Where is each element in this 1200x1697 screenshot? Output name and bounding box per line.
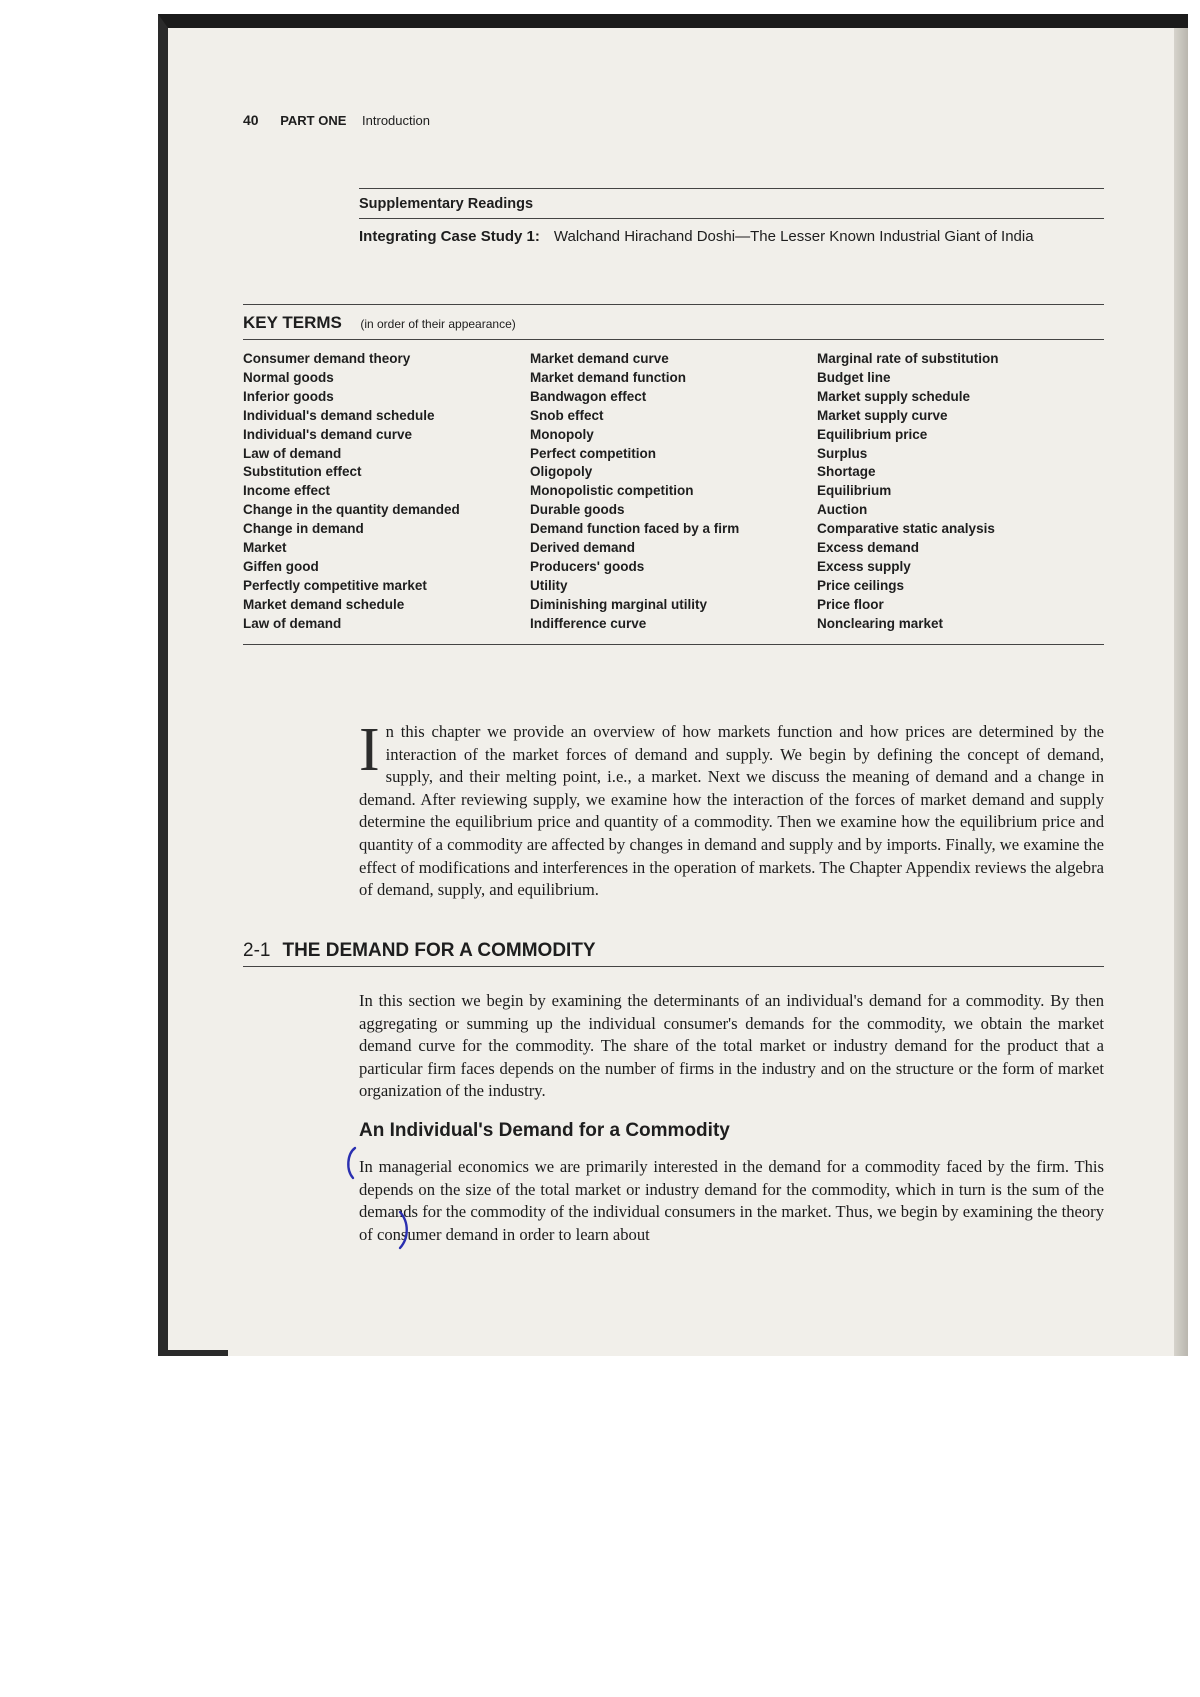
- intro-text: n this chapter we provide an overview of how markets function and how prices are determined by the interaction of the market forces of demand and supply. We begin by defining the concept of demand, supply, and their melting point, i.e., a market. Next we discuss the meaning of demand and a change in demand. After reviewing supply, we examine how the interaction of the forces of market demand and supply determine the equilibrium price and quantity of a commodity. Then we examine how the equilibrium price and quantity of a commodity are affected by changes in demand and supply and by imports. Finally, we examine the effect of modifications and interferences in the operation of markets. The Chapter Appendix reviews the algebra of demand, supply, and equilibrium.: [359, 722, 1104, 900]
- key-term: Monopolistic competition: [530, 483, 694, 499]
- key-term: Market demand curve: [530, 351, 669, 366]
- key-term: Snob effect: [530, 407, 604, 423]
- key-term: Change in the quantity demanded: [243, 502, 460, 518]
- subsection-heading: An Individual's Demand for a Commodity: [359, 1120, 730, 1141]
- key-term: Law of demand: [243, 615, 342, 631]
- key-term: Normal goods: [243, 369, 334, 385]
- key-term: Monopoly: [530, 426, 594, 442]
- key-term: Surplus: [817, 445, 868, 461]
- key-term: Individual's demand schedule: [243, 407, 435, 423]
- key-term: Bandwagon effect: [530, 388, 647, 404]
- case-study-line: [359, 219, 1104, 246]
- key-term: Individual's demand curve: [243, 426, 413, 442]
- section-number: 2-1: [243, 940, 271, 961]
- key-terms-column-2: [530, 350, 817, 634]
- key-term: Shortage: [817, 464, 876, 480]
- part-label: PART ONE: [280, 113, 347, 128]
- scanned-page: [158, 14, 1188, 1356]
- key-term: Market supply curve: [817, 407, 948, 423]
- key-term: Budget line: [817, 369, 891, 385]
- key-term: Perfectly competitive market: [243, 577, 427, 593]
- case-study-title: Walchand Hirachand Doshi—The Lesser Known Industrial Giant of India: [553, 228, 1034, 245]
- page-number: 40: [243, 112, 259, 128]
- key-term: Nonclearing market: [817, 615, 944, 631]
- key-term: Market: [243, 540, 287, 556]
- key-term: Substitution effect: [243, 464, 362, 480]
- key-term: Diminishing marginal utility: [530, 596, 708, 612]
- scan-highlight-strip: [388, 14, 818, 28]
- chapter-intro: [359, 716, 1104, 902]
- key-term: Income effect: [243, 483, 331, 499]
- key-terms-header: [243, 305, 1104, 340]
- key-term: Law of demand: [243, 445, 342, 461]
- key-term: Market demand schedule: [243, 596, 405, 612]
- key-term: Equilibrium price: [817, 426, 928, 442]
- key-term: Giffen good: [243, 558, 319, 574]
- case-study-label: Integrating Case Study 1:: [359, 228, 540, 245]
- key-terms: [243, 304, 1104, 645]
- key-term: Oligopoly: [530, 464, 593, 480]
- running-head: [243, 112, 430, 128]
- key-terms-title: KEY TERMS: [243, 313, 342, 332]
- scan-edge-strip: [168, 14, 808, 28]
- pen-open-bracket-icon: [344, 1146, 358, 1180]
- key-terms-column-3: [817, 350, 1104, 634]
- section-paragraph: In this section we begin by examining the determinants of an individual's demand for a commodity. By then aggregating or summing up the individual consumer's demands for the commodity, we obtain the market demand curve for the commodity. The share of the total market or industry demand for the product that a particular firm faces depends on the number of firms in the industry and on the structure or the form of market organization of the industry.: [359, 991, 1104, 1101]
- key-term: Price ceilings: [817, 577, 905, 593]
- key-term: Change in demand: [243, 521, 364, 537]
- key-term: Excess supply: [817, 558, 911, 574]
- key-term: Equilibrium: [817, 483, 892, 499]
- key-terms-column-1: [243, 350, 530, 634]
- key-term: Producers' goods: [530, 558, 645, 574]
- section-heading: [243, 940, 1104, 967]
- book-page: [168, 28, 1188, 1356]
- key-terms-subtitle: (in order of their appearance): [360, 317, 516, 331]
- section-label: Introduction: [362, 113, 430, 128]
- key-term: Utility: [530, 577, 568, 593]
- key-term: Comparative static analysis: [817, 521, 995, 537]
- key-term: Perfect competition: [530, 445, 657, 461]
- key-term: Derived demand: [530, 540, 636, 556]
- supplementary-title: Supplementary Readings: [359, 196, 534, 212]
- key-term: Marginal rate of substitution: [817, 351, 999, 366]
- key-term: Inferior goods: [243, 388, 334, 404]
- supplementary-readings: [359, 188, 1104, 246]
- key-term: Durable goods: [530, 502, 625, 518]
- key-term: Excess demand: [817, 540, 920, 556]
- key-term: Consumer demand theory: [243, 351, 411, 366]
- drop-cap: I: [359, 716, 380, 784]
- key-term: Market demand function: [530, 369, 687, 385]
- key-term: Price floor: [817, 596, 884, 612]
- key-term: Market supply schedule: [817, 388, 971, 404]
- key-term: Auction: [817, 502, 868, 518]
- key-terms-columns: [243, 340, 1104, 645]
- section-title: THE DEMAND FOR A COMMODITY: [282, 940, 596, 961]
- key-term: Indifference curve: [530, 615, 647, 631]
- key-term: Demand function faced by a firm: [530, 521, 740, 537]
- subsection-paragraph: In managerial economics we are primarily interested in the demand for a commodity faced by the firm. This depends on the size of the total market or industry demand for the commodity, which in turn is the sum of the demands for the commodity of the individual consumers in the market. Thus, we begin by examining the theory of consumer demand in order to learn about: [359, 1157, 1104, 1244]
